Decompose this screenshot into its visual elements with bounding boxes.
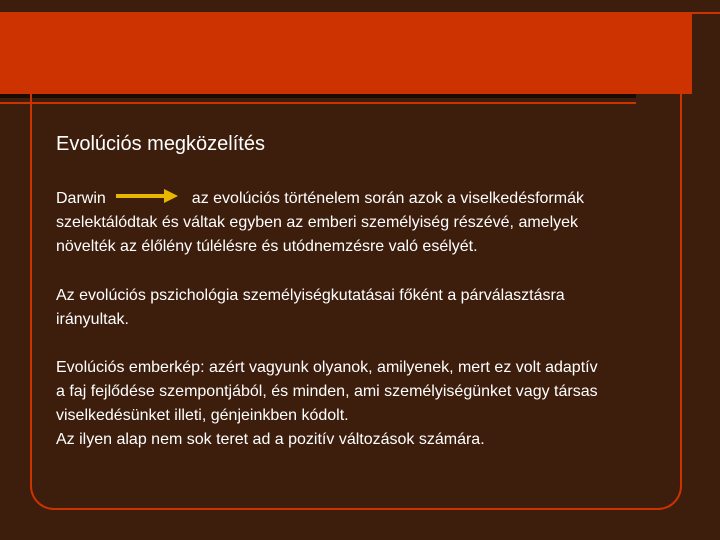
header-corner: [692, 12, 720, 94]
paragraph-research-line2: irányultak.: [56, 311, 129, 328]
darwin-label: Darwin: [56, 190, 106, 208]
paragraph-human-image: [56, 356, 676, 452]
header-band: [0, 12, 692, 94]
paragraph-darwin: [56, 187, 676, 259]
paragraph-human-image-line1: Evolúciós emberkép: azért vagyunk olyanok, amilyenek, mert ez volt adaptív: [56, 359, 598, 376]
right-arrow-icon: [116, 187, 178, 211]
slide-title: Evolúciós megközelítés: [56, 133, 265, 155]
paragraph-darwin-line1: az evolúciós történelem során azok a viselkedésformák: [191, 190, 584, 208]
paragraph-human-image-line3: viselkedésünket illeti, génjeinkben kódolt.: [56, 407, 349, 424]
paragraph-research: [56, 284, 676, 332]
header-corner-line: [692, 12, 720, 14]
paragraph-darwin-line2: szelektálódtak és váltak egyben az emberi személyiség részévé, amelyek: [56, 214, 579, 232]
paragraph-research-line1: Az evolúciós pszichológia személyiségkutatásai főként a párválasztásra: [56, 287, 565, 304]
paragraph-human-image-line4: Az ilyen alap nem sok teret ad a pozitív változások számára.: [56, 431, 485, 448]
paragraph-human-image-line2: a faj fejlődése szempontjából, és minden, ami személyiségünket vagy társas: [56, 383, 598, 400]
paragraph-darwin-line3: növelték az élőlény túlélésre és utódnemzésre való esélyét.: [56, 238, 478, 256]
